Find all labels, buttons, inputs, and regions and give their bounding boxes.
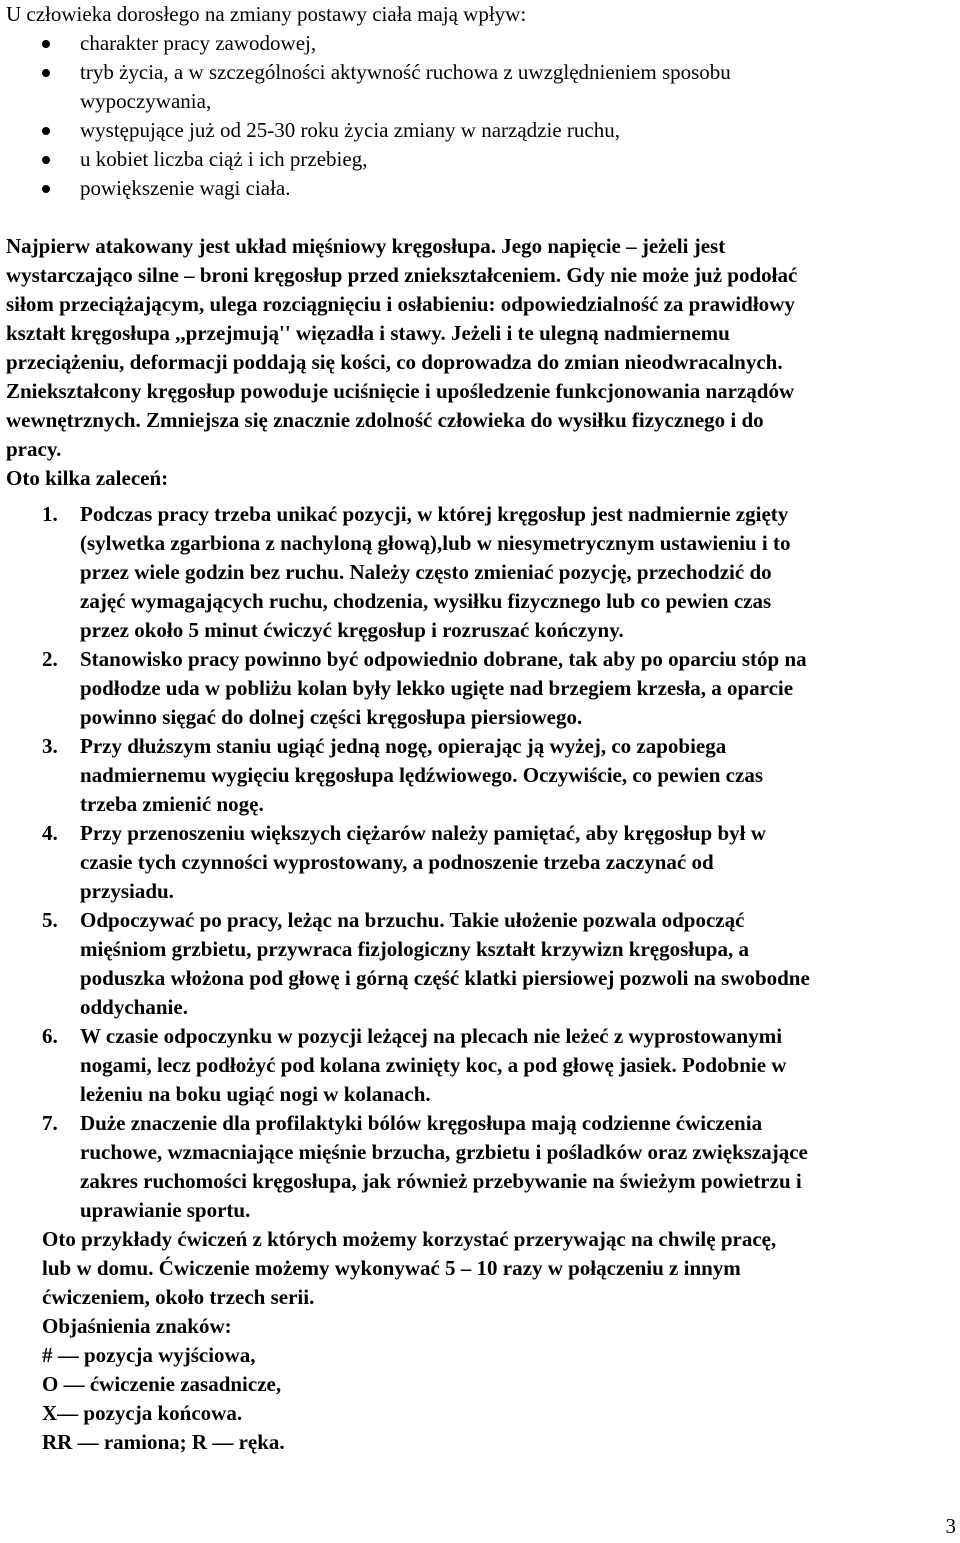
list-number: 7. — [42, 1111, 58, 1135]
list-item-line: Stanowisko pracy powinno być odpowiednio dobrane, tak aby po oparciu stóp na — [80, 647, 807, 671]
paragraph-line: Najpierw atakowany jest układ mięśniowy kręgosłupa. Jego napięcie – jeżeli jest — [6, 234, 726, 258]
bullet-icon — [42, 156, 50, 164]
bullet-icon — [42, 185, 50, 193]
bullet-icon — [42, 40, 50, 48]
bullet-item: tryb życia, a w szczególności aktywność ruchowa z uwzględnieniem sposobu — [80, 60, 731, 84]
intro-heading: U człowieka dorosłego na zmiany postawy ciała mają wpływ: — [6, 2, 527, 26]
list-item-line: przysiadu. — [80, 879, 174, 903]
legend-item: O ― ćwiczenie zasadnicze, — [42, 1372, 282, 1396]
paragraph-line: pracy. — [6, 437, 62, 461]
list-item-line: powinno sięgać do dolnej części kręgosłupa piersiowego. — [80, 705, 583, 729]
legend-item: X― pozycja końcowa. — [42, 1401, 243, 1425]
list-item-line: (sylwetka zgarbiona z nachyloną głową),lub w niesymetrycznym ustawieniu i to — [80, 531, 791, 555]
outro-line: lub w domu. Ćwiczenie możemy wykonywać 5 – 10 razy w połączeniu z innym — [42, 1256, 741, 1280]
legend-item: RR ― ramiona; R ― ręka. — [42, 1430, 285, 1454]
list-item-line: Przy dłuższym staniu ugiąć jedną nogę, opierając ją wyżej, co zapobiega — [80, 734, 727, 758]
paragraph-line: wewnętrznych. Zmniejsza się znacznie zdolność człowieka do wysiłku fizycznego i do — [6, 408, 764, 432]
list-item-line: nogami, lecz podłożyć pod kolana zwinięty koc, a pod głowę jasiek. Podobnie w — [80, 1053, 787, 1077]
page-number: 3 — [945, 1514, 956, 1538]
list-number: 5. — [42, 908, 58, 932]
list-number: 2. — [42, 647, 58, 671]
list-item-line: Podczas pracy trzeba unikać pozycji, w której kręgosłup jest nadmiernie zgięty — [80, 502, 789, 526]
list-item-line: poduszka włożona pod głowę i górną część klatki piersiowej pozwoli na swobodne — [80, 966, 810, 990]
list-item-line: W czasie odpoczynku w pozycji leżącej na plecach nie leżeć z wyprostowanymi — [80, 1024, 783, 1048]
list-item-line: uprawianie sportu. — [80, 1198, 251, 1222]
list-item-line: ruchowe, wzmacniające mięśnie brzucha, grzbietu i pośladków oraz zwiększające — [80, 1140, 808, 1164]
legend-heading: Objaśnienia znaków: — [42, 1314, 232, 1338]
list-item-line: oddychanie. — [80, 995, 188, 1019]
paragraph-line: Zniekształcony kręgosłup powoduje uciśnięcie i upośledzenie funkcjonowania narządów — [6, 379, 795, 403]
bullet-item: powiększenie wagi ciała. — [80, 176, 291, 200]
recommendations-heading: Oto kilka zaleceń: — [6, 466, 169, 490]
paragraph-line: siłom przeciążającym, ulega rozciągnięciu i osłabieniu: odpowiedzialność za prawidłowy — [6, 292, 795, 316]
list-item-line: zakres ruchomości kręgosłupa, jak również przebywanie na świeżym powietrzu i — [80, 1169, 802, 1193]
list-item-line: trzeba zmienić nogę. — [80, 792, 264, 816]
bullet-icon — [42, 127, 50, 135]
list-number: 4. — [42, 821, 58, 845]
bullet-item: u kobiet liczba ciąż i ich przebieg, — [80, 147, 368, 171]
list-item-line: Przy przenoszeniu większych ciężarów należy pamiętać, aby kręgosłup był w — [80, 821, 766, 845]
list-item-line: Duże znaczenie dla profilaktyki bólów kręgosłupa mają codzienne ćwiczenia — [80, 1111, 763, 1135]
bullet-item: charakter pracy zawodowej, — [80, 31, 317, 55]
list-number: 3. — [42, 734, 58, 758]
paragraph-line: wystarczająco silne – broni kręgosłup przed zniekształceniem. Gdy nie może już podołać — [6, 263, 798, 287]
list-item-line: leżeniu na boku ugiąć nogi w kolanach. — [80, 1082, 431, 1106]
list-item-line: przez około 5 minut ćwiczyć kręgosłup i rozruszać kończyny. — [80, 618, 624, 642]
paragraph-line: przeciążeniu, deformacji poddają się kości, co doprowadza do zmian nieodwracalnych. — [6, 350, 783, 374]
list-item-line: podłodze uda w pobliżu kolan były lekko ugięte nad brzegiem krzesła, a oparcie — [80, 676, 794, 700]
list-item-line: mięśniom grzbietu, przywraca fizjologiczny kształt krzywizn kręgosłupa, a — [80, 937, 749, 961]
list-item-line: nadmiernemu wygięciu kręgosłupa lędźwiowego. Oczywiście, co pewien czas — [80, 763, 763, 787]
paragraph-line: kształt kręgosłupa ,,przejmują'' więzadła i stawy. Jeżeli i te ulegną nadmiernemu — [6, 321, 730, 345]
list-item-line: Odpoczywać po pracy, leżąc na brzuchu. Takie ułożenie pozwala odpocząć — [80, 908, 745, 932]
outro-line: Oto przykłady ćwiczeń z których możemy korzystać przerywając na chwilę pracę, — [42, 1227, 777, 1251]
list-item-line: przez wiele godzin bez ruchu. Należy często zmieniać pozycję, przechodzić do — [80, 560, 772, 584]
bullet-item-continuation: wypoczywania, — [80, 89, 212, 113]
bullet-icon — [42, 69, 50, 77]
legend-item: # ― pozycja wyjściowa, — [42, 1343, 256, 1367]
outro-line: ćwiczeniem, około trzech serii. — [42, 1285, 315, 1309]
list-number: 6. — [42, 1024, 58, 1048]
list-number: 1. — [42, 502, 58, 526]
list-item-line: czasie tych czynności wyprostowany, a podnoszenie trzeba zaczynać od — [80, 850, 714, 874]
list-item-line: zajęć wymagających ruchu, chodzenia, wysiłku fizycznego lub co pewien czas — [80, 589, 772, 613]
bullet-item: występujące już od 25-30 roku życia zmiany w narządzie ruchu, — [80, 118, 620, 142]
